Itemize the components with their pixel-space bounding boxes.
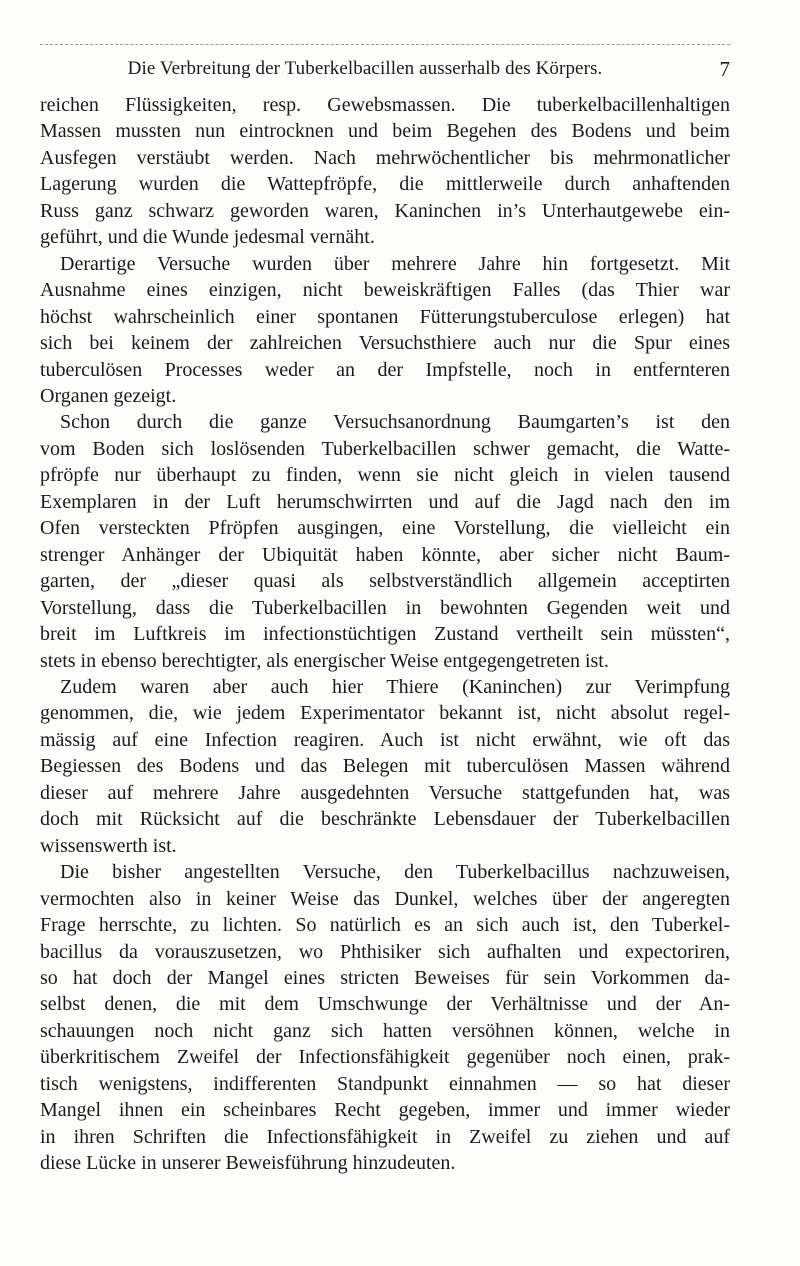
text-line: Begiessen des Bodens und das Belegen mit tuberculösen Massen während — [40, 755, 730, 778]
text-line: dieser auf mehrere Jahre ausgedehnten Versuche stattgefunden hat, was — [40, 781, 730, 804]
header-rule — [40, 44, 730, 45]
text-line: stets in ebenso berechtigter, als energischer Weise entgegengetreten ist. — [40, 649, 609, 672]
text-line: Vorstellung, dass die Tuberkelbacillen in bewohnten Gegenden weit und — [40, 596, 730, 619]
text-line: wissenswerth ist. — [40, 834, 177, 857]
text-line: sich bei keinem der zahlreichen Versuchsthiere auch nur die Spur eines — [40, 332, 730, 355]
text-line: bacillus da vorauszusetzen, wo Phthisiker sich aufhalten und expectoriren, — [40, 940, 730, 963]
page-number: 7 — [719, 57, 730, 81]
text-line: Derartige Versuche wurden über mehrere Jahre hin fortgesetzt. Mit — [60, 252, 730, 275]
text-line: Exemplaren in der Luft herumschwirrten und auf die Jagd nach den im — [40, 490, 730, 513]
text-line: in ihren Schriften die Infectionsfähigkeit in Zweifel zu ziehen und auf — [40, 1125, 730, 1148]
text-line: Massen mussten nun eintrocknen und beim Begehen des Bodens und beim — [40, 120, 730, 143]
running-title: Die Verbreitung der Tuberkelbacillen ausserhalb des Körpers. — [127, 58, 603, 79]
text-line: schauungen noch nicht ganz sich hatten versöhnen können, welche in — [40, 1019, 730, 1042]
text-line: doch mit Rücksicht auf die beschränkte Lebensdauer der Tuberkelbacillen — [40, 808, 730, 831]
text-line: garten, der „dieser quasi als selbstverständlich allgemein acceptirten — [40, 570, 730, 593]
text-line: vom Boden sich loslösenden Tuberkelbacillen schwer gemacht, die Watte- — [40, 437, 730, 460]
running-header — [40, 56, 730, 82]
text-line: Ofen versteckten Pfröpfen ausgingen, eine Vorstellung, die vielleicht ein — [40, 517, 730, 540]
text-line: Frage herrschte, zu lichten. So natürlich es an sich auch ist, den Tuberkel- — [40, 914, 730, 937]
text-line: Lagerung wurden die Wattepfröpfe, die mittlerweile durch anhaftenden — [40, 173, 730, 196]
text-line: reichen Flüssigkeiten, resp. Gewebsmassen. Die tuberkelbacillenhaltigen — [40, 94, 730, 116]
text-line: vermochten also in keiner Weise das Dunkel, welches über der angeregten — [40, 887, 730, 910]
text-line: selbst denen, die mit dem Umschwunge der Verhältnisse und der An- — [40, 993, 730, 1016]
text-line: Organen gezeigt. — [40, 384, 177, 407]
text-line: breit im Luftkreis im infectionstüchtigen Zustand vertheilt sein müssten“, — [40, 623, 730, 646]
text-line: Mangel ihnen ein scheinbares Recht gegeben, immer und immer wieder — [40, 1099, 730, 1122]
body-text — [40, 92, 730, 1177]
text-line: Schon durch die ganze Versuchsanordnung Baumgarten’s ist den — [60, 411, 730, 434]
text-line: pfröpfe nur überhaupt zu finden, wenn sie nicht gleich in vielen tausend — [40, 464, 730, 487]
text-line: genommen, die, wie jedem Experimentator bekannt ist, nicht absolut regel- — [40, 702, 730, 725]
text-line: mässig auf eine Infection reagiren. Auch ist nicht erwähnt, wie oft das — [40, 728, 730, 751]
text-line: Ausnahme eines einzigen, nicht beweiskräftigen Falles (das Thier war — [40, 279, 730, 302]
text-line: Zudem waren aber auch hier Thiere (Kaninchen) zur Verimpfung — [60, 675, 730, 698]
text-line: diese Lücke in unserer Beweisführung hinzudeuten. — [40, 1152, 456, 1175]
text-line: strenger Anhänger der Ubiquität haben könnte, aber sicher nicht Baum- — [40, 543, 730, 566]
text-line: höchst wahrscheinlich einer spontanen Fütterungstuberculose erlegen) hat — [40, 305, 730, 328]
text-line: Ausfegen verstäubt werden. Nach mehrwöchentlicher bis mehrmonatlicher — [40, 146, 730, 169]
text-line: Die bisher angestellten Versuche, den Tuberkelbacillus nachzuweisen, — [60, 861, 730, 884]
text-line: tisch wenigstens, indifferenten Standpunkt einnahmen — so hat dieser — [40, 1072, 730, 1095]
text-line: Russ ganz schwarz geworden waren, Kaninchen in’s Unterhautgewebe ein- — [40, 199, 730, 222]
text-line: tuberculösen Processes weder an der Impfstelle, noch in entfernteren — [40, 358, 730, 381]
text-line: geführt, und die Wunde jedesmal vernäht. — [40, 226, 375, 249]
text-line: überkritischem Zweifel der Infectionsfähigkeit gegenüber noch einen, prak- — [40, 1046, 730, 1069]
text-line: so hat doch der Mangel eines stricten Beweises für sein Vorkommen da- — [40, 966, 730, 989]
